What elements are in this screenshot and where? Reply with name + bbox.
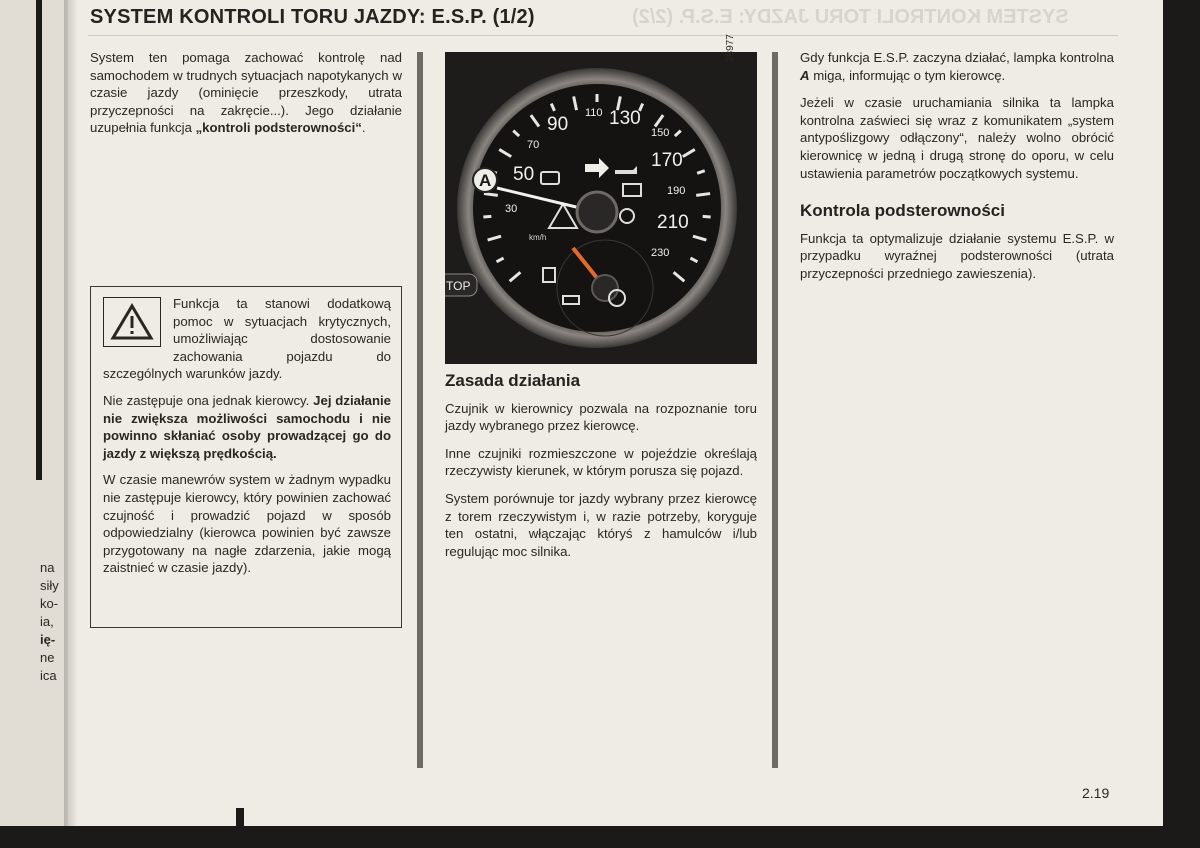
prev-fragment: siły <box>40 578 59 593</box>
section-heading-principle: Zasada działania <box>445 371 581 390</box>
previous-page-bar <box>36 0 42 480</box>
prev-fragment: ko- <box>40 596 59 611</box>
right-p1-start: Gdy funkcja E.S.P. zaczyna działać, lampka kontrolna <box>800 50 1114 65</box>
speedometer-photo <box>445 52 757 364</box>
warning-text-3: W czasie manewrów system w żadnym wypadku nie zastępuje kierowcy, który powinien zachować czujność i prowadzić pojazd w sposób odpowiedzialny (kierowca powinien być zawsze przygotowany na nagłe zdarzenia, jakie mogą zaistnieć w czasie jazdy). <box>103 472 391 576</box>
speed-label: 30 <box>505 203 518 215</box>
previous-page-strip <box>0 0 68 826</box>
intro-paragraph <box>90 49 402 137</box>
speed-label: 230 <box>651 247 670 259</box>
speed-label: 150 <box>651 127 670 139</box>
principle-paragraph-3: System porównuje tor jazdy wybrany przez kierowcę z torem rzeczywistym i, w razie potrzeby, koryguje ten ostatni, włączając któryś z hamulców i/lub regulując moc silnika. <box>445 490 757 559</box>
section-heading-understeer: Kontrola podsterowności <box>800 201 1005 221</box>
warning-text-2-start: Nie zastępuje ona jednak kierowcy. <box>103 392 314 408</box>
page-number: 2.19 <box>1082 785 1110 801</box>
left-column <box>90 49 402 147</box>
principle-paragraph-2: Inne czujniki rozmieszczone w pojeździe określają rzeczywisty kierunek, w którym porusza się pojazd. <box>445 445 757 479</box>
indicator-a-label: A <box>479 171 492 190</box>
middle-column <box>445 372 757 570</box>
right-p1-end: miga, informując o tym kierowcę. <box>809 67 1006 83</box>
print-mark <box>236 808 244 830</box>
prev-fragment: ię- <box>40 632 56 647</box>
speed-label: 70 <box>527 139 540 151</box>
speed-label: 190 <box>667 185 686 197</box>
ghost-title: SYSTEM KONTROLI TORU JAZDY: E.S.P. (2/2) <box>632 6 1069 28</box>
intro-end: . <box>361 120 366 136</box>
column-rule-left <box>417 52 423 768</box>
fuel-hub <box>592 275 618 301</box>
spine-shadow <box>64 0 78 826</box>
speed-tick <box>484 194 498 196</box>
speed-label: 210 <box>657 212 689 233</box>
prev-fragment: ne <box>40 650 55 665</box>
speed-tick <box>703 216 711 217</box>
unit-label: km/h <box>529 233 547 242</box>
prev-fragment: ica <box>40 668 57 683</box>
speed-tick <box>696 194 710 196</box>
speed-tick <box>483 216 491 217</box>
principle-paragraph-1: Czujnik w kierownicy pozwala na rozpoznanie toru jazdy wybranego przez kierowcę. <box>445 400 757 434</box>
needle-hub <box>577 192 617 232</box>
intro-bold: „kontroli podsterowności“ <box>195 120 362 136</box>
warning-triangle-icon <box>103 297 161 347</box>
speed-label: 130 <box>609 108 641 129</box>
title-rule <box>88 35 1118 36</box>
warning-text-1: Funkcja ta stanowi dodatkową pomoc w sytuacjach krytycznych, umożliwiając dostosowanie zachowania pojazdu do szczególnych warunków jazdy. <box>103 296 391 382</box>
right-paragraph-2: Jeżeli w czasie uruchamiania silnika ta lampka kontrolna zaświeci się wraz z komunikatem „system antypoślizgowy odłączony“, należy wolno obrócić kierownicę w jedną i drugą stronę do oporu, w celu ustawienia parametrów początkowych systemu. <box>800 95 1114 181</box>
intro-text: System ten pomaga zachować kontrolę nad samochodem w trudnych sytuacjach napotykanych w czasie jazdy (ominięcie przeszkody, utrata przyczepności na zakręcie...). Jego działanie uzupełnia funkcja <box>90 50 402 136</box>
speed-label: 50 <box>513 164 535 185</box>
stop-label: TOP <box>446 279 471 293</box>
right-column <box>800 49 1114 293</box>
speed-label: 170 <box>651 150 683 171</box>
speed-label: 110 <box>585 107 603 119</box>
prev-fragment: na <box>40 560 55 575</box>
prev-fragment: ia, <box>40 614 54 629</box>
photo-code: 28977 <box>725 34 736 62</box>
speed-label: 90 <box>547 114 569 135</box>
warning-box <box>90 286 402 628</box>
page-title: SYSTEM KONTROLI TORU JAZDY: E.S.P. (1/2) <box>90 6 535 28</box>
warning-text-2 <box>103 392 391 462</box>
right-paragraph-1 <box>800 49 1114 84</box>
right-paragraph-3: Funkcja ta optymalizuje działanie systemu E.S.P. w przypadku wyraźnej podsterowności (utrata przyczepności przedniego zawieszenia). <box>800 230 1114 281</box>
column-rule-right <box>772 52 778 768</box>
warning-text-2-bold: Jej działanie nie zwiększa możliwości samochodu i nie powinno skłaniać osoby prowadzącej go do jazdy z większą prędkością. <box>103 392 392 461</box>
right-p1-bold: A <box>800 67 810 83</box>
